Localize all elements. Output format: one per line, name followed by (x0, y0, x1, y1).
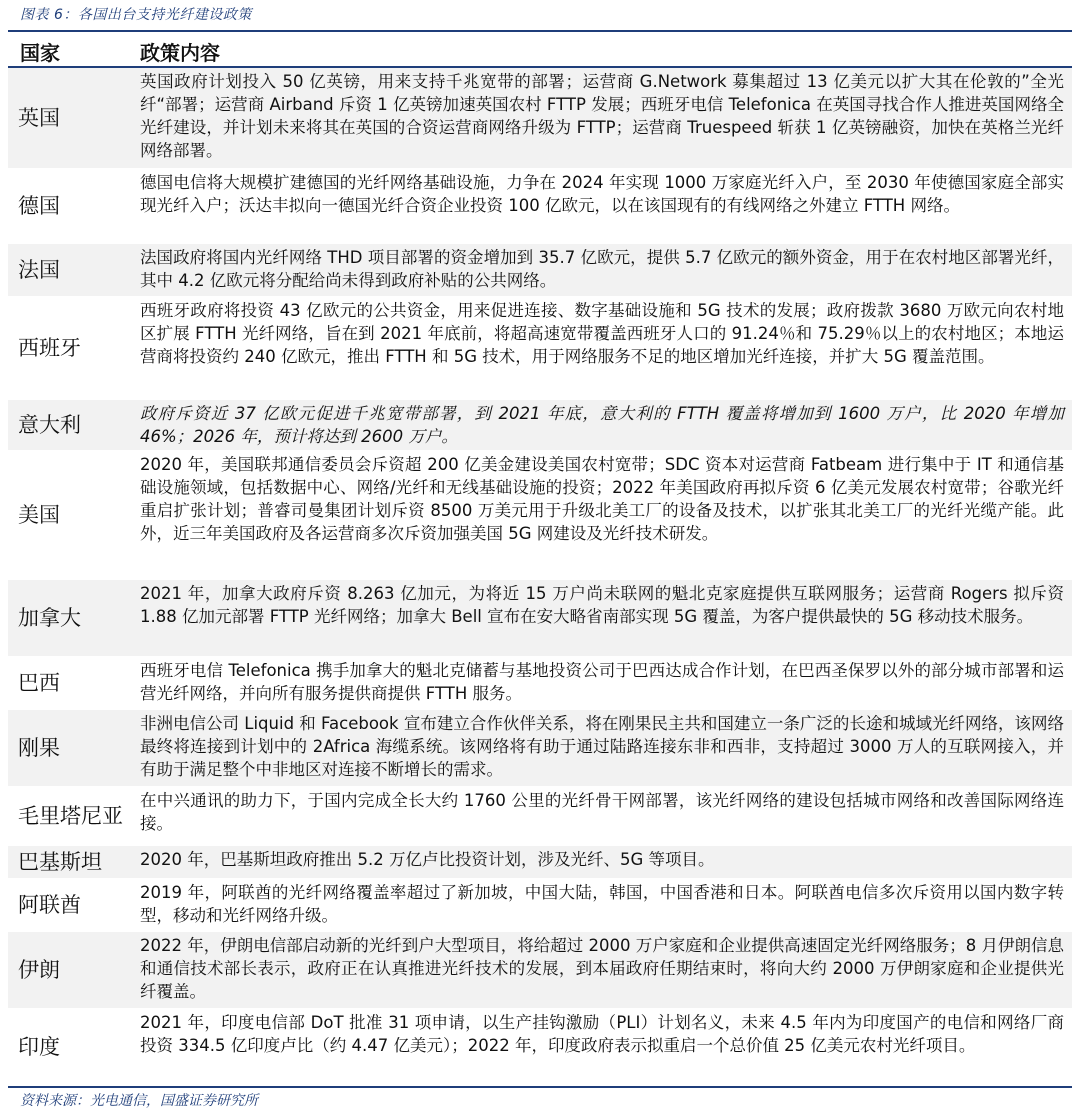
table-row (8, 244, 1072, 297)
row-country: 西班牙 (18, 336, 81, 360)
row-policy: 政府斥资近 37 亿欧元促进千兆宽带部署，到 2021 年底，意大利的 FTTH 覆盖将增加到 1600 万户，比 2020 年增加 46%；2026 年，预计将达到 2600 万户。 (140, 404, 1064, 446)
source-note: 资料来源：光电通信，国盛证券研究所 (20, 1093, 258, 1109)
table-row (8, 657, 1072, 710)
table-bottom-divider (8, 1086, 1072, 1088)
table-row (8, 68, 1072, 169)
table-row (8, 879, 1072, 932)
row-country: 德国 (18, 194, 60, 218)
figure-caption: 图表 6：各国出台支持光纤建设政策 (20, 7, 252, 23)
row-policy: 非洲电信公司 Liquid 和 Facebook 宣布建立合作伙伴关系，将在刚果民主共和国建立一条广泛的长途和城域光纤网络，该网络最终将连接到计划中的 2Africa 海缆系统。该网络将有助于通过陆路连接东非和西非，支持超过 3000 万人的互联网接入，并有助于满足整个中非地区对连接不断增长的需求。 (140, 714, 1064, 779)
table-row (8, 787, 1072, 846)
table-row (8, 1009, 1072, 1086)
table-row (8, 451, 1072, 580)
row-policy: 2021 年，加拿大政府斥资 8.263 亿加元，为将近 15 万户尚未联网的魁北克家庭提供互联网服务；运营商 Rogers 拟斥资 1.88 亿加元部署 FTTP 光纤网络；加拿大 Bell 宣布在安大略省南部实现 5G 覆盖，为客户提供最快的 5G 移动技术服务。 (140, 584, 1064, 626)
row-policy: 法国政府将国内光纤网络 THD 项目部署的资金增加到 35.7 亿欧元，提供 5.7 亿欧元的额外资金，用于在农村地区部署光纤，其中 4.2 亿欧元将分配给尚未得到政府补贴的公共网络。 (140, 248, 1064, 290)
row-policy: 2019 年，阿联酋的光纤网络覆盖率超过了新加坡，中国大陆，韩国，中国香港和日本。阿联酋电信多次斥资用以国内数字转型，移动和光纤网络升级。 (140, 883, 1064, 925)
table-row (8, 932, 1072, 1009)
row-country: 巴西 (18, 671, 60, 695)
row-country: 加拿大 (18, 606, 81, 630)
table-row (8, 400, 1072, 451)
table-row (8, 580, 1072, 657)
header-country: 国家 (20, 41, 60, 65)
row-policy: 英国政府计划投入 50 亿英镑，用来支持千兆宽带的部署；运营商 G.Network 募集超过 13 亿美元以扩大其在伦敦的”全光纤“部署；运营商 Airband 斥资 1 亿英镑加速英国农村 FTTP 发展；西班牙电信 Telefonica 在英国寻找合作人推进英国网络全光纤建设，并计划未来将其在英国的合资运营商网络升级为 FTTP；运营商 Truespeed 斩获 1 亿英镑融资，加快在英格兰光纤网络部署。 (140, 72, 1064, 160)
row-country: 毛里塔尼亚 (18, 804, 123, 828)
row-policy: 2021 年，印度电信部 DoT 批准 31 项申请，以生产挂钩激励（PLI）计划名义，未来 4.5 年内为印度国产的电信和网络厂商投资 334.5 亿印度卢比（约 4.47 亿美元）；2022 年，印度政府表示拟重启一个总价值 25 亿美元农村光纤项目。 (140, 1013, 1064, 1055)
row-country: 刚果 (18, 736, 60, 760)
row-country: 法国 (18, 258, 60, 282)
row-policy: 2020 年，美国联邦通信委员会斥资超 200 亿美金建设美国农村宽带；SDC 资本对运营商 Fatbeam 进行集中于 IT 和通信基础设施领域，包括数据中心、网络/光纤和无线基础设施的投资；2022 年美国政府再拟斥资 6 亿美元发展农村宽带；谷歌光纤重启扩张计划；普睿司曼集团计划斥资 8500 万美元用于升级北美工厂的设备及技术，以扩张其北美工厂的光纤光缆产能。此外，近三年美国政府及各运营商多次斥资加强美国 5G 网建设及光纤技术研发。 (140, 455, 1064, 543)
row-policy: 西班牙政府将投资 43 亿欧元的公共资金，用来促进连接、数字基础设施和 5G 技术的发展；政府拨款 3680 万欧元向农村地区扩展 FTTH 光纤网络，旨在到 2021 年底前，将超高速宽带覆盖西班牙人口的 91.24％和 75.29％以上的农村地区；本地运营商将投资约 240 亿欧元，推出 FTTH 和 5G 技术，用于网络服务不足的地区增加光纤连接，并扩大 5G 覆盖范围。 (140, 301, 1064, 366)
row-policy: 在中兴通讯的助力下，于国内完成全长大约 1760 公里的光纤骨干网部署，该光纤网络的建设包括城市网络和改善国际网络连接。 (140, 791, 1064, 833)
table-row (8, 169, 1072, 244)
table-row (8, 297, 1072, 400)
table-row (8, 846, 1072, 879)
row-country: 美国 (18, 503, 60, 527)
header-policy: 政策内容 (140, 41, 220, 65)
row-policy: 2022 年，伊朗电信部启动新的光纤到户大型项目，将给超过 2000 万户家庭和企业提供高速固定光纤网络服务；8 月伊朗信息和通信技术部长表示，政府正在认真推进光纤技术的发展，到本届政府任期结束时，将向大约 2000 万伊朗家庭和企业提供光纤覆盖。 (140, 936, 1064, 1001)
row-country: 阿联酋 (18, 893, 81, 917)
row-country: 印度 (18, 1035, 60, 1059)
row-country: 意大利 (18, 413, 81, 437)
policy-table (8, 68, 1072, 1086)
table-row (8, 710, 1072, 787)
row-policy: 2020 年，巴基斯坦政府推出 5.2 万亿卢比投资计划，涉及光纤、5G 等项目。 (140, 850, 715, 869)
table-header (8, 32, 1072, 68)
row-country: 伊朗 (18, 958, 60, 982)
row-policy: 西班牙电信 Telefonica 携手加拿大的魁北克储蓄与基地投资公司于巴西达成合作计划，在巴西圣保罗以外的部分城市部署和运营光纤网络，并向所有服务提供商提供 FTTH 服务。 (140, 661, 1064, 703)
row-country: 英国 (18, 106, 60, 130)
row-country: 巴基斯坦 (18, 850, 102, 874)
row-policy: 德国电信将大规模扩建德国的光纤网络基础设施，力争在 2024 年实现 1000 万家庭光纤入户，至 2030 年使德国家庭全部实现光纤入户；沃达丰拟向一德国光纤合资企业投资 100 亿欧元，以在该国现有的有线网络之外建立 FTTH 网络。 (140, 173, 1064, 215)
